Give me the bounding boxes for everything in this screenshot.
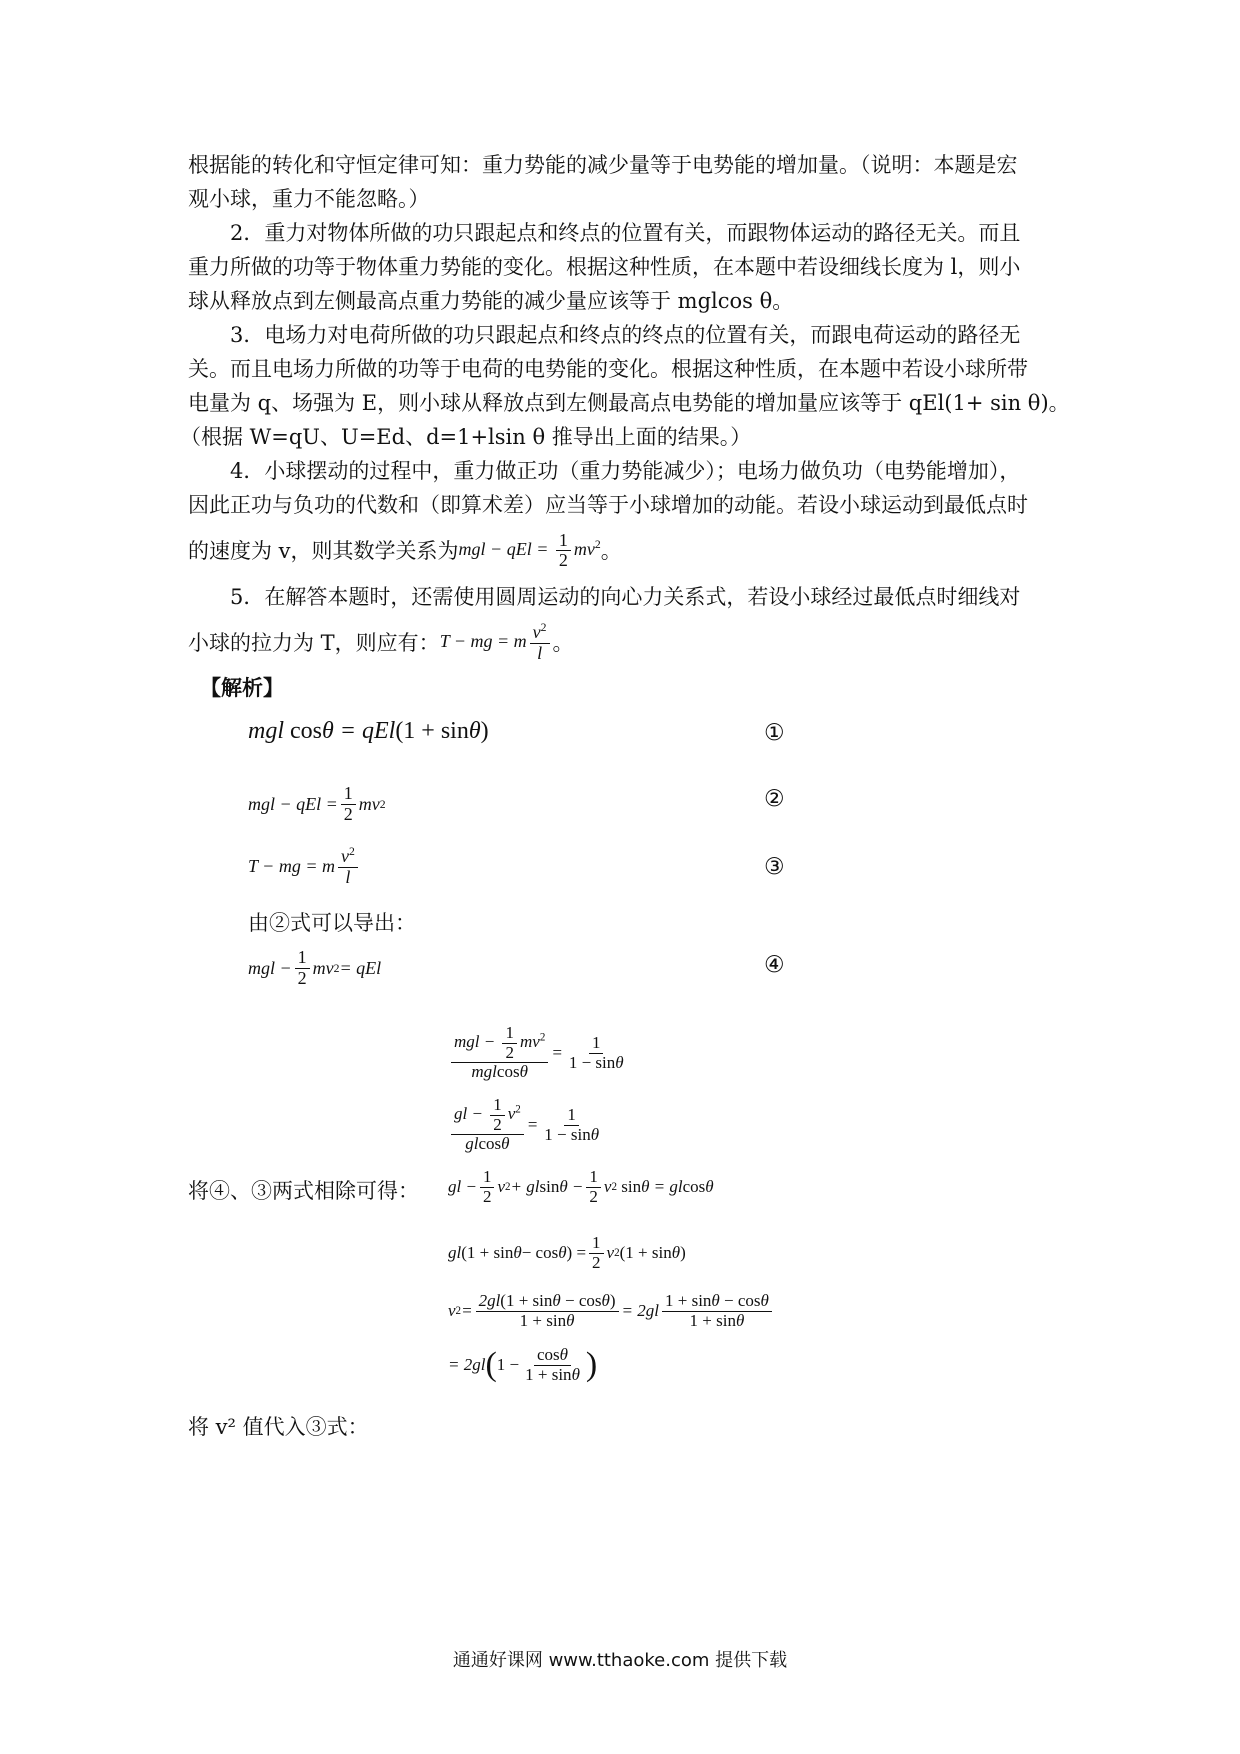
equation-4: mgl − $\frac{1}{2}$ mv 2 = qEl <box>248 947 382 988</box>
text-line: 根据能的转化和守恒定律可知：重力势能的减少量等于电势能的增加量。（说明：本题是宏 <box>188 153 1018 177</box>
text-line: 关。而且电场力所做的功等于电荷的电势能的变化。根据这种性质，在本题中若设小球所带 <box>188 357 1028 381</box>
derivation-step: = 2gl ( 1 − $\frac{\cos\theta}{1 + \sin\theta}$ ) <box>448 1345 598 1384</box>
inline-equation: T − mg = m $\frac{v^2}{l}$ <box>440 622 553 664</box>
text-fragment: 小球的拉力为 T，则应有： <box>188 630 440 655</box>
derivation-step: gl − $\frac{1}{2}$ $v^2$ glcosθ = $\frac{1}{1 - \sin\theta}$ <box>448 1096 605 1154</box>
text-line <box>188 622 574 664</box>
equation-3: T − mg = m $\frac{v^2}{l}$ <box>248 846 361 888</box>
text-line <box>188 530 622 571</box>
equation-number: ③ <box>764 854 785 880</box>
equation-number: ② <box>764 786 785 812</box>
substitute-text: 将 v² 值代入③式： <box>188 1415 369 1439</box>
analysis-heading: 【解析】 <box>200 676 284 700</box>
text-line: 重力所做的功等于物体重力势能的变化。根据这种性质，在本题中若设细线长度为 l，则小 <box>188 255 1021 279</box>
text-line: 4．小球摆动的过程中，重力做正功（重力势能减少）；电场力做负功（电势能增加）， <box>230 459 1021 483</box>
text-line: 3．电场力对电荷所做的功只跟起点和终点的终点的位置有关，而跟电荷运动的路径无 <box>230 323 1021 347</box>
text-fragment: 的速度为 v，则其数学关系为 <box>188 538 459 563</box>
text-line: 电量为 q、场强为 E，则小球从释放点到左侧最高点电势能的增加量应该等于 qEl(1+ sin θ)。 <box>188 391 1070 415</box>
divide-text: 将④、③两式相除可得： <box>188 1179 419 1203</box>
text-fragment: 。 <box>552 630 574 655</box>
text-line: 因此正功与负功的代数和（即算术差）应当等于小球增加的动能。若设小球运动到最低点时 <box>188 493 1028 517</box>
text-line: （根据 W=qU、U=Ed、d=1+lsin θ 推导出上面的结果。） <box>180 425 752 449</box>
text-line: 球从释放点到左侧最高点重力势能的减少量应该等于 mglcos θ。 <box>188 289 794 313</box>
equation-2: mgl − qEl = $\frac{1}{2}$ mv 2 <box>248 783 386 824</box>
text-line: 5．在解答本题时，还需使用圆周运动的向心力关系式，若设小球经过最低点时细线对 <box>230 585 1021 609</box>
footer: 通通好课网 www.tthaoke.com 提供下载 <box>452 1650 788 1671</box>
equation-1: mgl cos θ = qEl (1 + sin θ ) <box>248 718 489 744</box>
derivation-step: gl − $\frac{1}{2}$ v 2 + gl sin θ − $\frac{1}{2}$ v 2 sin θ = gl cos θ <box>448 1167 714 1206</box>
derivation-step: v 2 = $\frac{2gl(1 + \sin\theta - \cos\theta)}{1 + \sin\theta}$ = 2gl $\frac{1 + \sin\theta - \cos\theta}{1 + \sin\theta}$ <box>448 1292 775 1330</box>
text-line: 2．重力对物体所做的功只跟起点和终点的位置有关，而跟物体运动的路径无关。而且 <box>230 221 1021 245</box>
equation-number: ① <box>764 720 785 746</box>
derivation-step: gl (1 + sin θ − cos θ ) = $\frac{1}{2}$ v 2 (1 + sin θ ) <box>448 1233 686 1272</box>
text-fragment: 。 <box>600 538 622 563</box>
inline-equation: mgl − qEl = $\frac{1}{2}$ $mv^2$ <box>458 529 601 571</box>
derive-text: 由②式可以导出： <box>248 911 416 935</box>
derivation-step: mgl − $\frac{1}{2}$ $mv^2$ mglcosθ = $\frac{1}{1 - \sin\theta}$ <box>448 1024 630 1082</box>
equation-number: ④ <box>764 952 785 978</box>
text-line: 观小球，重力不能忽略。） <box>188 187 430 211</box>
